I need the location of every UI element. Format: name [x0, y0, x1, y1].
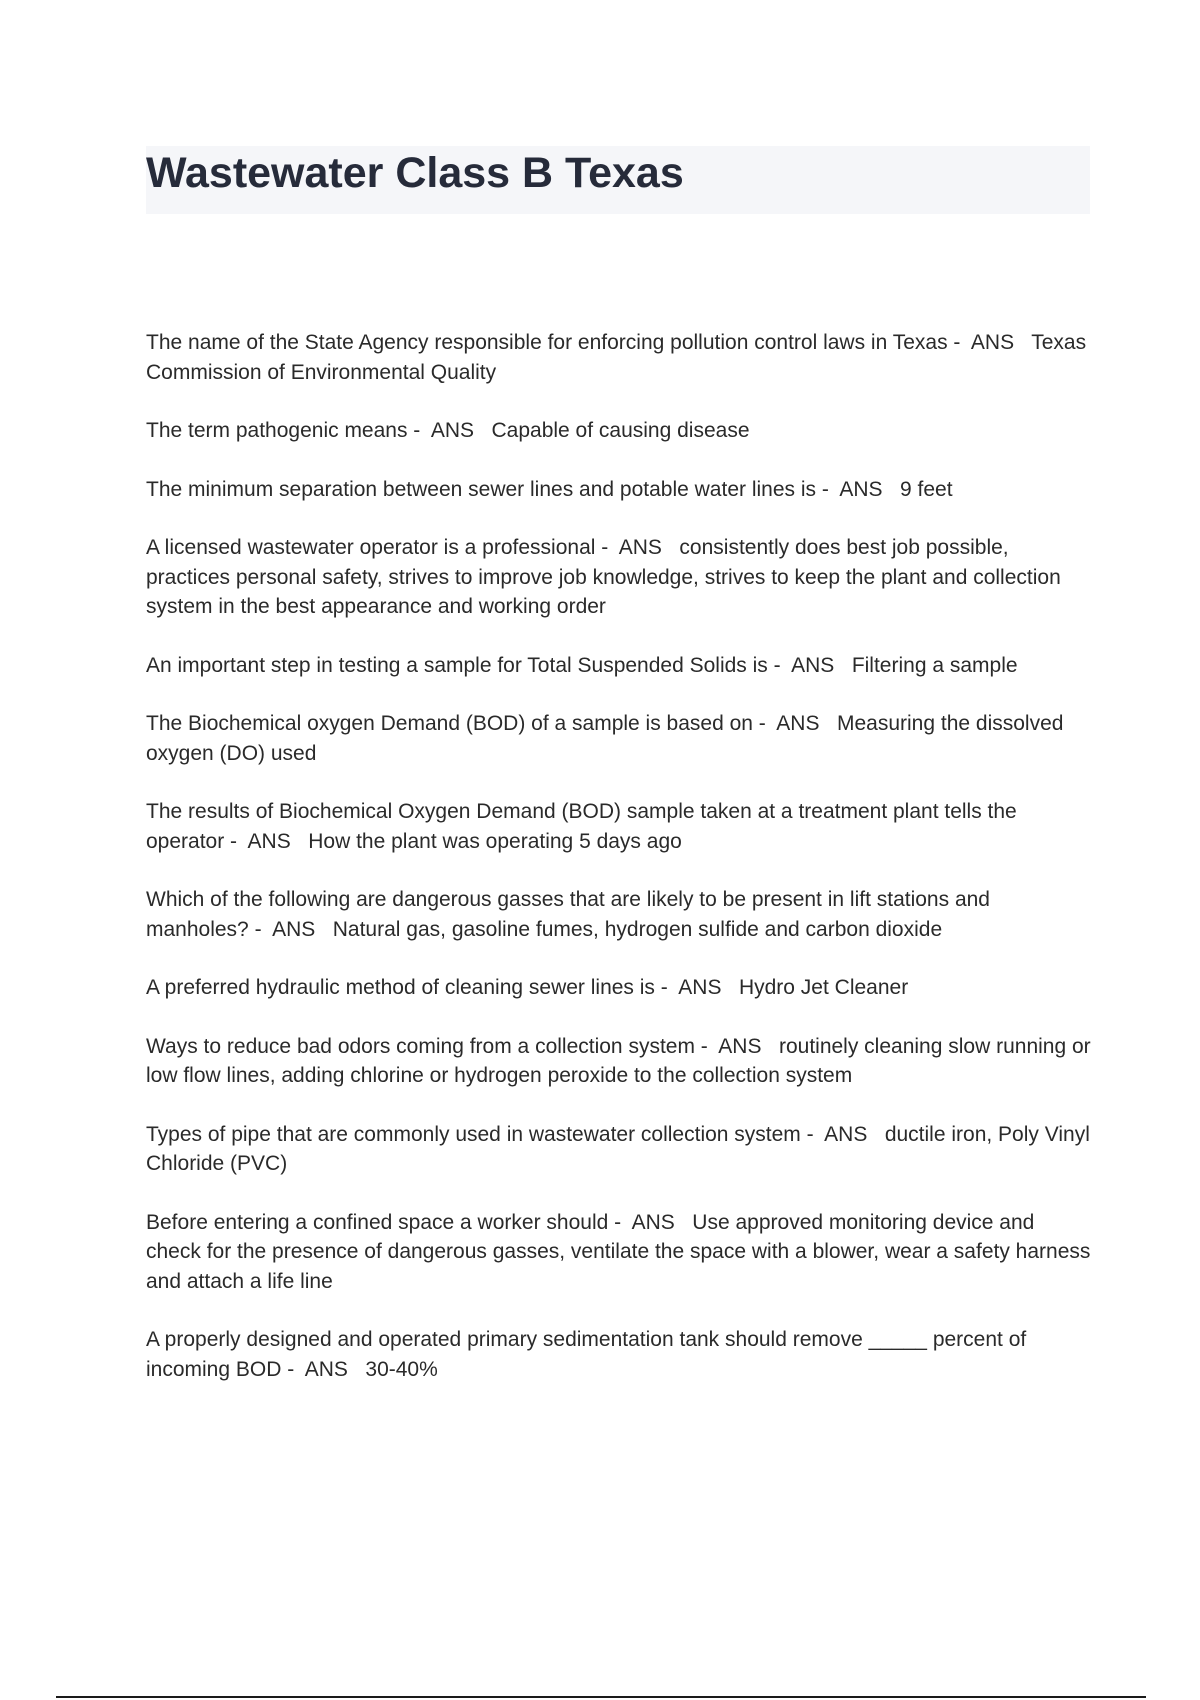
- qa-item: A preferred hydraulic method of cleaning sewer lines is - ANS Hydro Jet Cleaner: [146, 976, 909, 999]
- qa-item: The term pathogenic means - ANS Capable of causing disease: [146, 419, 750, 442]
- qa-item: A licensed wastewater operator is a professional - ANS consistently does best job possible, practices personal safety, strives to improve job knowledge, strives to keep the plant and collection system in the best appearance and working order: [146, 536, 1067, 618]
- footer-rule: [56, 1696, 1146, 1698]
- qa-item: An important step in testing a sample for Total Suspended Solids is - ANS Filtering a sample: [146, 653, 1018, 677]
- qa-item: Before entering a confined space a worker should - ANS Use approved monitoring device and check for the presence of dangerous gasses, ventilate the space with a blower, wear a safety harness and attach a life line: [146, 1210, 1097, 1293]
- qa-item: A properly designed and operated primary sedimentation tank should remove _____ percent of incoming BOD - ANS 30-40%: [146, 1328, 1033, 1381]
- qa-item: The minimum separation between sewer lines and potable water lines is - ANS 9 feet: [146, 477, 953, 501]
- qa-item: The results of Biochemical Oxygen Demand (BOD) sample taken at a treatment plant tells the operator - ANS How the plant was operating 5 days ago: [146, 800, 1023, 853]
- qa-item: Which of the following are dangerous gasses that are likely to be present in lift stations and manholes? - ANS Natural gas, gasoline fumes, hydrogen sulfide and carbon dioxide: [146, 888, 996, 941]
- qa-item: The name of the State Agency responsible for enforcing pollution control laws in Texas - ANS Texas Commission of Environmental Quality: [146, 331, 1092, 384]
- qa-item: Types of pipe that are commonly used in wastewater collection system - ANS ductile iron, Poly Vinyl Chloride (PVC): [146, 1122, 1096, 1175]
- qa-item: The Biochemical oxygen Demand (BOD) of a sample is based on - ANS Measuring the dissolved oxygen (DO) used: [146, 712, 1070, 765]
- qa-item: Ways to reduce bad odors coming from a collection system - ANS routinely cleaning slow running or low flow lines, adding chlorine or hydrogen peroxide to the collection system: [146, 1034, 1097, 1087]
- qa-list: [146, 328, 1097, 1413]
- document-title: Wastewater Class B Texas: [146, 149, 684, 197]
